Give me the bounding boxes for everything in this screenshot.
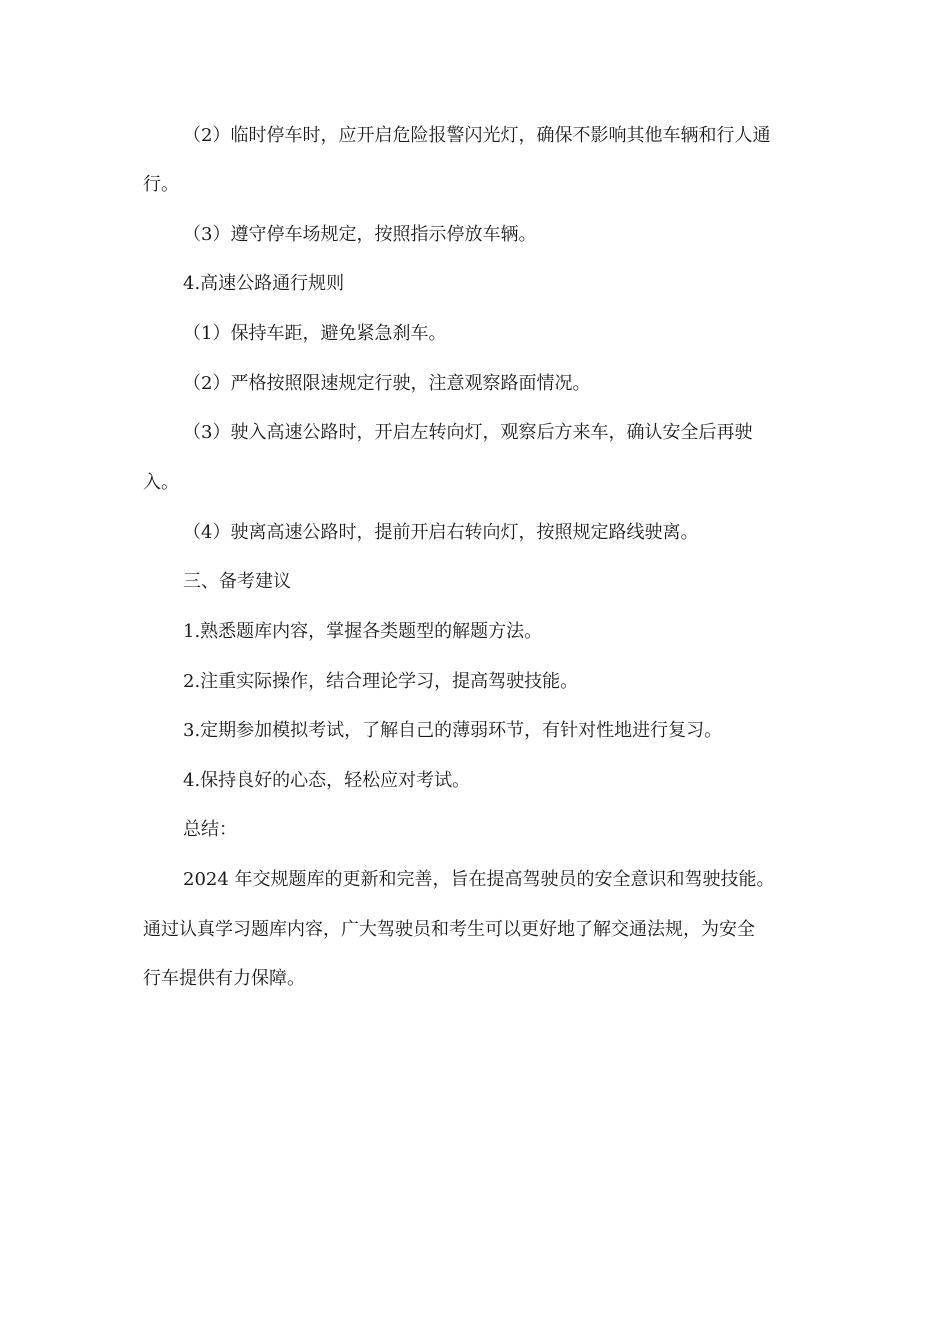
text-line: （3）遵守停车场规定，按照指示停放车辆。: [183, 224, 537, 245]
text-line: 通过认真学习题库内容，广大驾驶员和考生可以更好地了解交通法规，为安全: [143, 919, 755, 940]
text-line: 行车提供有力保障。: [143, 968, 305, 989]
text-line: （1）保持车距，避免紧急刹车。: [183, 323, 447, 344]
text-line: 2.注重实际操作，结合理论学习，提高驾驶技能。: [183, 671, 579, 692]
text-line: （2）临时停车时，应开启危险报警闪光灯，确保不影响其他车辆和行人通: [183, 125, 771, 146]
text-line: 4.保持良好的心态，轻松应对考试。: [183, 770, 471, 791]
section-heading: 三、备考建议: [183, 571, 291, 592]
section-heading: 总结：: [183, 819, 237, 840]
text-line: 行。: [143, 174, 179, 195]
text-line: 3.定期参加模拟考试，了解自己的薄弱环节，有针对性地进行复习。: [183, 720, 723, 741]
text-line: （2）严格按照限速规定行驶，注意观察路面情况。: [183, 373, 591, 394]
section-heading: 4.高速公路通行规则: [183, 273, 345, 294]
text-line: （3）驶入高速公路时，开启左转向灯，观察后方来车，确认安全后再驶: [183, 422, 753, 443]
text-line: 1.熟悉题库内容，掌握各类题型的解题方法。: [183, 621, 543, 642]
text-line: 入。: [143, 472, 179, 493]
text-line: （4）驶离高速公路时，提前开启右转向灯，按照规定路线驶离。: [183, 522, 699, 543]
text-line: 2024 年交规题库的更新和完善，旨在提高驾驶员的安全意识和驾驶技能。: [183, 869, 775, 890]
